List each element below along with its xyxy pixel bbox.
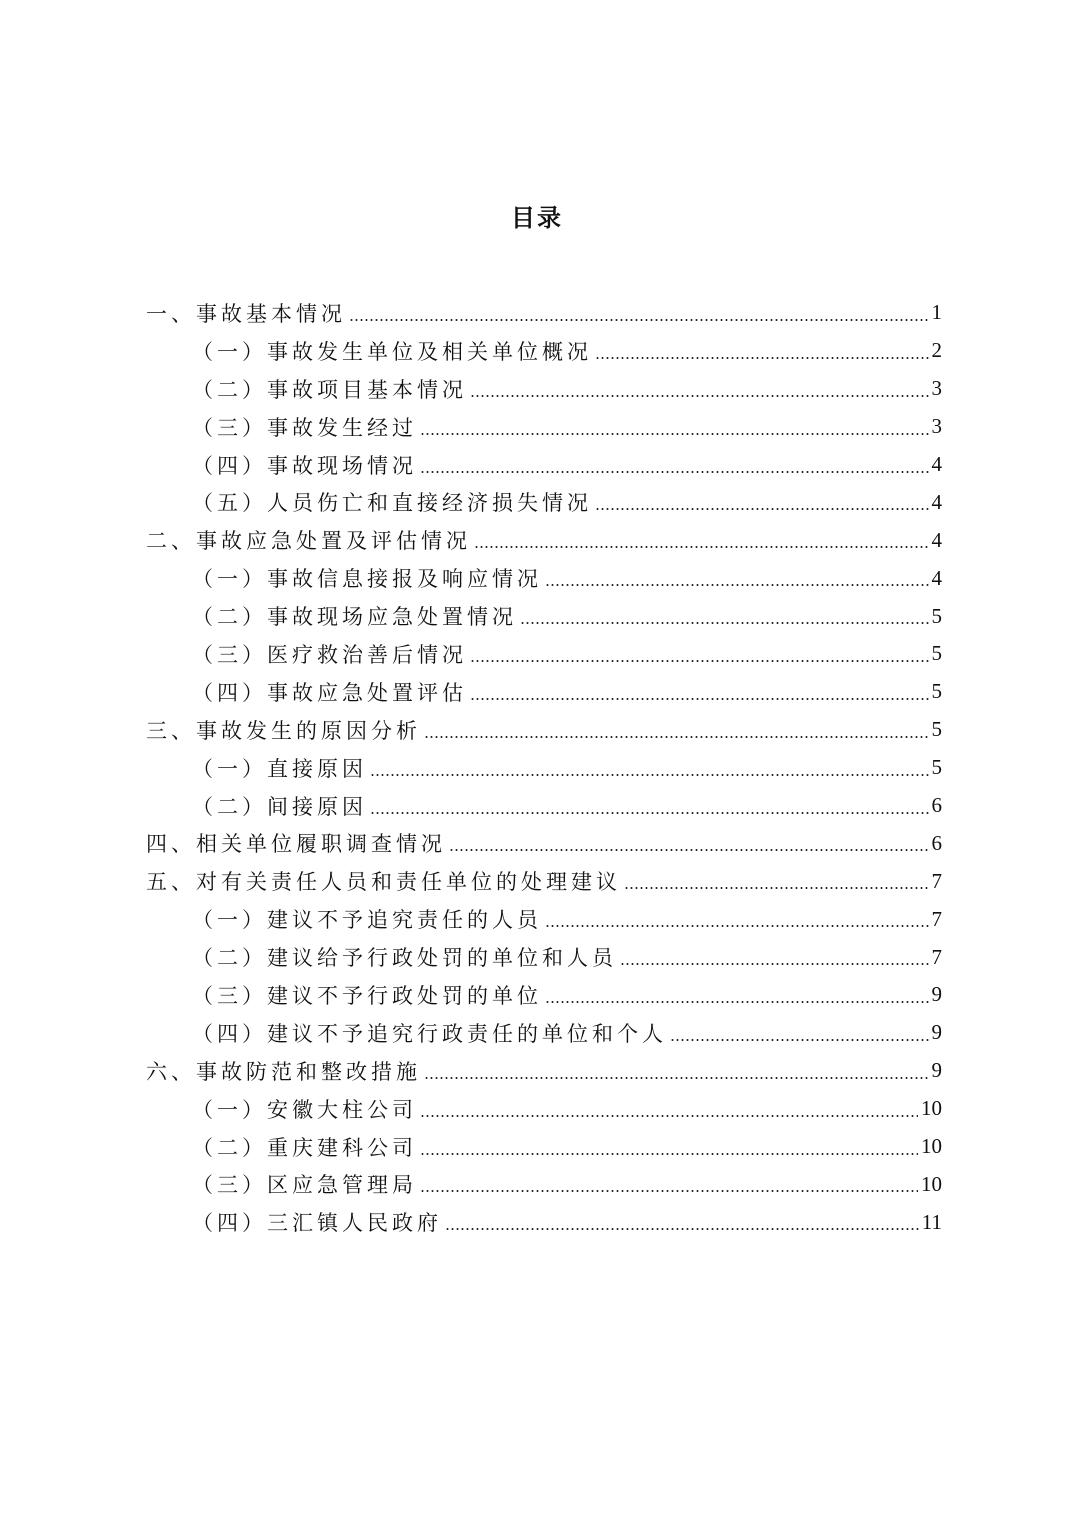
- toc-entry[interactable]: [146, 483, 942, 521]
- toc-entry[interactable]: [146, 597, 942, 635]
- toc-entry-label: （三）建议不予行政处罚的单位: [192, 983, 542, 1008]
- toc-entry-label: （二）事故项目基本情况: [192, 377, 467, 402]
- toc-entry-label: 六、事故防范和整改措施: [146, 1059, 421, 1084]
- toc-entry[interactable]: [146, 862, 942, 900]
- toc-entry-label: （二）重庆建科公司: [192, 1135, 417, 1160]
- toc-entry[interactable]: [146, 446, 942, 484]
- dot-leader: [595, 357, 929, 359]
- dot-leader: [445, 1228, 919, 1230]
- toc-entry-page-number: 5: [931, 755, 942, 780]
- toc-entry[interactable]: [146, 1090, 942, 1128]
- toc-entry-label: （一）事故信息接报及响应情况: [192, 567, 542, 592]
- dot-leader: [420, 471, 929, 473]
- toc-entry-page-number: 11: [921, 1209, 942, 1234]
- dot-leader: [545, 584, 929, 586]
- dot-leader: [424, 1077, 929, 1079]
- toc-entry[interactable]: [146, 1052, 942, 1090]
- toc-entry-page-number: 4: [931, 452, 942, 476]
- toc-entry-page-number: 5: [931, 641, 942, 666]
- toc-entry-label: （三）事故发生经过: [192, 415, 417, 440]
- toc-entry[interactable]: [146, 900, 942, 938]
- dot-leader: [470, 395, 929, 397]
- toc-entry-page-number: 3: [931, 414, 942, 439]
- toc-entry-page-number: 9: [931, 982, 942, 1007]
- toc-entry-label: （一）安徽大柱公司: [192, 1097, 417, 1122]
- toc-entry-page-number: 9: [931, 1020, 942, 1045]
- toc-entry[interactable]: [146, 370, 942, 408]
- dot-leader: [370, 812, 929, 814]
- toc-entry-page-number: 4: [931, 527, 942, 552]
- toc-entry[interactable]: [146, 332, 942, 370]
- toc-entry[interactable]: [146, 824, 942, 862]
- toc-entry[interactable]: [146, 408, 942, 446]
- toc-entry[interactable]: [146, 749, 942, 787]
- toc-entry-label: 一、事故基本情况: [146, 301, 346, 326]
- dot-leader: [370, 774, 929, 776]
- dot-leader: [420, 1115, 918, 1117]
- toc-entry-label: （一）直接原因: [192, 756, 367, 781]
- toc-entry[interactable]: [146, 1203, 942, 1241]
- toc-entry[interactable]: [146, 635, 942, 673]
- toc-entry-label: （四）三汇镇人民政府: [192, 1211, 442, 1236]
- table-of-contents: [146, 294, 942, 1241]
- dot-leader: [470, 660, 929, 662]
- toc-entry-label: （二）事故现场应急处置情况: [192, 605, 517, 630]
- toc-entry[interactable]: [146, 559, 942, 597]
- toc-entry-page-number: 5: [931, 717, 942, 742]
- dot-leader: [624, 887, 929, 889]
- toc-entry[interactable]: [146, 787, 942, 825]
- toc-entry-label: （五）人员伤亡和直接经济损失情况: [192, 491, 592, 516]
- dot-leader: [670, 1039, 929, 1041]
- dot-leader: [470, 698, 929, 700]
- toc-entry-label: （二）建议给予行政处罚的单位和人员: [192, 946, 617, 971]
- toc-entry-page-number: 1: [931, 300, 942, 325]
- toc-entry-label: （三）区应急管理局: [192, 1173, 417, 1198]
- toc-entry[interactable]: [146, 976, 942, 1014]
- toc-entry-label: （三）医疗救治善后情况: [192, 642, 467, 667]
- dot-leader: [424, 736, 929, 738]
- toc-entry[interactable]: [146, 1165, 942, 1203]
- toc-entry-page-number: 7: [931, 944, 942, 969]
- dot-leader: [545, 925, 929, 927]
- toc-entry-page-number: 4: [931, 565, 942, 590]
- dot-leader: [349, 319, 929, 321]
- toc-entry-page-number: 10: [921, 1171, 942, 1196]
- toc-entry[interactable]: [146, 673, 942, 711]
- toc-entry-label: （一）建议不予追究责任的人员: [192, 908, 542, 933]
- toc-entry-page-number: 6: [931, 793, 942, 818]
- toc-entry-page-number: 4: [931, 489, 942, 514]
- dot-leader: [449, 849, 929, 851]
- dot-leader: [420, 1190, 918, 1192]
- toc-entry[interactable]: [146, 938, 942, 976]
- dot-leader: [595, 508, 929, 510]
- toc-entry-page-number: 5: [931, 679, 942, 704]
- toc-entry-page-number: 10: [921, 1134, 942, 1159]
- dot-leader: [420, 1153, 918, 1155]
- toc-entry-page-number: 5: [931, 603, 942, 628]
- dot-leader: [620, 963, 929, 965]
- toc-entry[interactable]: [146, 1014, 942, 1052]
- dot-leader: [545, 1001, 929, 1003]
- toc-entry-page-number: 9: [931, 1058, 942, 1083]
- toc-entry-page-number: 10: [921, 1096, 942, 1121]
- toc-entry[interactable]: [146, 294, 942, 332]
- toc-entry-label: （二）间接原因: [192, 794, 367, 819]
- dot-leader: [474, 546, 929, 548]
- toc-entry[interactable]: [146, 711, 942, 749]
- toc-entry-page-number: 3: [931, 376, 942, 401]
- toc-entry-page-number: 7: [931, 868, 942, 893]
- toc-entry-label: 四、相关单位履职调查情况: [146, 832, 446, 857]
- page-title: 目录: [511, 203, 563, 232]
- toc-entry-label: 二、事故应急处置及评估情况: [146, 529, 471, 554]
- dot-leader: [520, 622, 929, 624]
- toc-entry-label: 五、对有关责任人员和责任单位的处理建议: [146, 870, 621, 895]
- toc-entry-page-number: 6: [931, 830, 942, 855]
- toc-entry-page-number: 7: [931, 906, 942, 931]
- toc-entry[interactable]: [146, 521, 942, 559]
- toc-entry-page-number: 2: [931, 338, 942, 363]
- toc-entry-label: （四）建议不予追究行政责任的单位和个人: [192, 1021, 667, 1046]
- toc-entry-label: （四）事故应急处置评估: [192, 680, 467, 705]
- toc-entry-label: 三、事故发生的原因分析: [146, 718, 421, 743]
- toc-entry[interactable]: [146, 1128, 942, 1166]
- toc-entry-label: （四）事故现场情况: [192, 453, 417, 478]
- dot-leader: [420, 433, 929, 435]
- toc-entry-label: （一）事故发生单位及相关单位概况: [192, 339, 592, 364]
